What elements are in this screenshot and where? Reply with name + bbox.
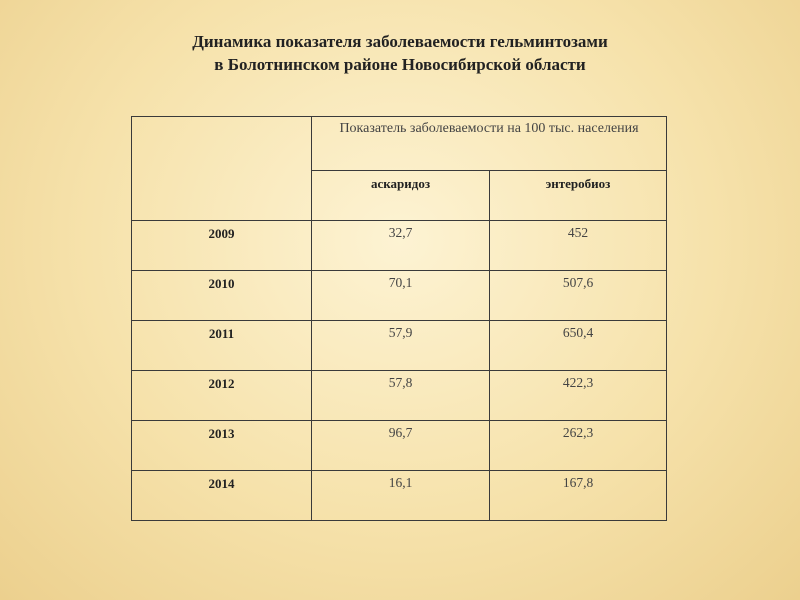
year-label: 2009	[208, 226, 235, 241]
ascariasis-cell	[312, 371, 490, 421]
year-cell	[132, 471, 312, 521]
group-header-label: Показатель заболеваемости на 100 тыс. населения	[339, 121, 639, 136]
year-cell	[132, 371, 312, 421]
ascariasis-cell	[312, 271, 490, 321]
slide-title	[0, 30, 800, 76]
enterobiasis-cell	[490, 471, 667, 521]
ascariasis-value: 32,7	[388, 225, 413, 240]
enterobiasis-value: 262,3	[562, 425, 594, 440]
year-label: 2012	[208, 376, 235, 391]
column-header-enterobiasis	[490, 171, 667, 221]
enterobiasis-cell	[490, 221, 667, 271]
title-line-2: в Болотнинском районе Новосибирской области	[214, 55, 586, 74]
table-row	[132, 321, 667, 371]
year-label: 2013	[208, 426, 235, 441]
ascariasis-value: 70,1	[388, 275, 413, 290]
year-label: 2014	[208, 476, 235, 491]
table-corner-cell	[132, 117, 312, 221]
enterobiasis-cell	[490, 371, 667, 421]
column-header-label: энтеробиоз	[545, 176, 611, 191]
incidence-table	[131, 116, 667, 521]
title-line-1: Динамика показателя заболеваемости гельминтозами	[192, 32, 608, 51]
table-row	[132, 421, 667, 471]
table-row	[132, 271, 667, 321]
enterobiasis-value: 650,4	[562, 325, 594, 340]
enterobiasis-value: 167,8	[562, 475, 594, 490]
table-row	[132, 371, 667, 421]
table-header-row	[132, 117, 667, 171]
ascariasis-cell	[312, 221, 490, 271]
group-header-cell	[312, 117, 667, 171]
ascariasis-value: 57,9	[388, 325, 413, 340]
ascariasis-value: 96,7	[388, 425, 413, 440]
year-label: 2011	[208, 326, 235, 341]
ascariasis-value: 16,1	[388, 475, 413, 490]
column-header-label: аскаридоз	[370, 176, 431, 191]
ascariasis-value: 57,8	[388, 375, 413, 390]
year-label: 2010	[208, 276, 235, 291]
enterobiasis-value: 452	[567, 225, 589, 240]
table-row	[132, 221, 667, 271]
ascariasis-cell	[312, 471, 490, 521]
enterobiasis-value: 507,6	[562, 275, 594, 290]
table-row	[132, 471, 667, 521]
enterobiasis-cell	[490, 421, 667, 471]
enterobiasis-cell	[490, 321, 667, 371]
enterobiasis-cell	[490, 271, 667, 321]
column-header-ascariasis	[312, 171, 490, 221]
ascariasis-cell	[312, 421, 490, 471]
year-cell	[132, 221, 312, 271]
year-cell	[132, 421, 312, 471]
year-cell	[132, 271, 312, 321]
enterobiasis-value: 422,3	[562, 375, 594, 390]
year-cell	[132, 321, 312, 371]
ascariasis-cell	[312, 321, 490, 371]
